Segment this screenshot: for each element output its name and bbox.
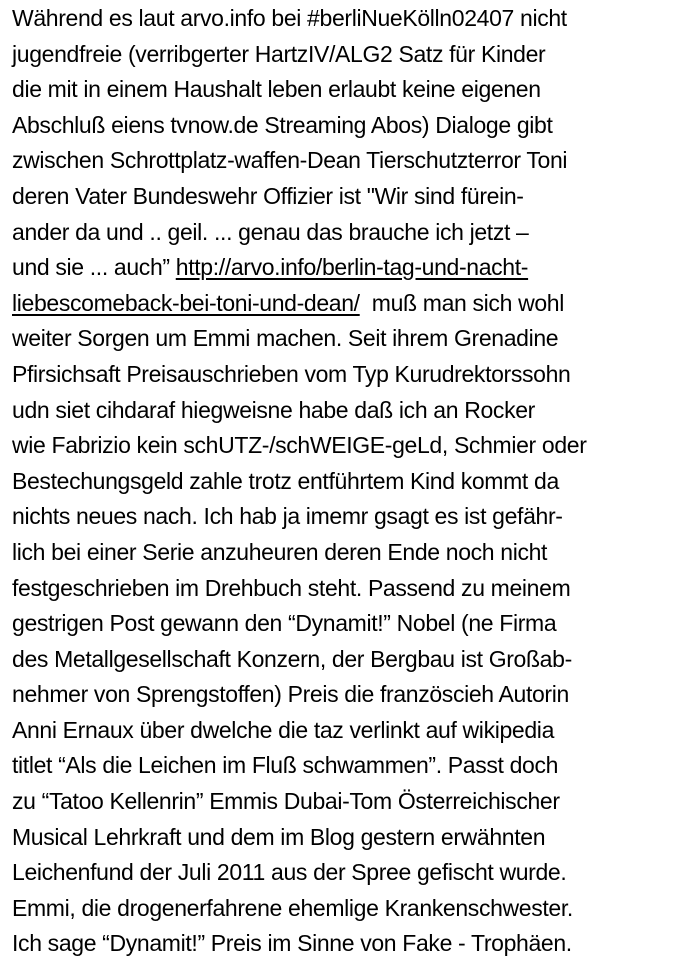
text-line bbox=[12, 286, 680, 322]
article-link-part-1[interactable]: http://arvo.info/berlin-tag-und-nacht- bbox=[175, 254, 529, 281]
text-line: ander da und .. geil. ... genau das brauche ich jetzt – bbox=[12, 218, 529, 245]
article-link-part-2[interactable]: liebescomeback-bei-toni-und-dean/ bbox=[12, 289, 360, 316]
text-line: titlet “Als die Leichen im Fluß schwammen”. Passt doch bbox=[12, 752, 559, 779]
text-line: wie Fabrizio kein schUTZ-/schWEIGE-geLd, Schmier oder bbox=[12, 432, 587, 459]
text-line: lich bei einer Serie anzuheuren deren Ende noch nicht bbox=[12, 538, 548, 565]
text-line: des Metallgesellschaft Konzern, der Bergbau ist Großab- bbox=[12, 645, 572, 672]
text-line: Anni Ernaux über dwelche die taz verlinkt auf wikipedia bbox=[12, 716, 555, 743]
text-line: Abschluß eiens tvnow.de Streaming Abos) Dialoge gibt bbox=[12, 111, 553, 138]
text-line: Ich sage “Dynamit!” Preis im Sinne von Fake - Trophäen. bbox=[12, 930, 572, 957]
text-line: die mit in einem Haushalt leben erlaubt keine eigenen bbox=[12, 76, 541, 103]
text-line: nehmer von Sprengstoffen) Preis die französcieh Autorin bbox=[12, 681, 569, 708]
text-line: Emmi, die drogenerfahrene ehemlige Krankenschwester. bbox=[12, 894, 573, 921]
text-line: Bestechungsgeld zahle trotz entführtem Kind kommt da bbox=[12, 467, 559, 494]
text-line: Pfirsichsaft Preisauschrieben vom Typ Kurudrektorssohn bbox=[12, 360, 571, 387]
text-line: weiter Sorgen um Emmi machen. Seit ihrem Grenadine bbox=[12, 325, 559, 352]
text-line: Musical Lehrkraft und dem im Blog gestern erwähnten bbox=[12, 823, 546, 850]
text-line: festgeschrieben im Drehbuch steht. Passend zu meinem bbox=[12, 574, 571, 601]
text-fragment: und sie ... auch” bbox=[12, 254, 176, 281]
text-line: Während es laut arvo.info bei #berliNueKölln02407 nicht bbox=[12, 5, 567, 31]
text-line: zwischen Schrottplatz-waffen-Dean Tierschutzterror Toni bbox=[12, 147, 568, 174]
text-line: Leichenfund der Juli 2011 aus der Spree gefischt wurde. bbox=[12, 859, 567, 886]
text-line bbox=[12, 250, 680, 286]
text-line: zu “Tatoo Kellenrin” Emmis Dubai-Tom Österreichischer bbox=[12, 788, 560, 815]
text-line: deren Vater Bundeswehr Offizier ist "Wir sind fürein- bbox=[12, 182, 524, 209]
text-line: jugendfreie (verribgerter HartzIV/ALG2 Satz für Kinder bbox=[12, 40, 546, 67]
text-line: udn siet cihdaraf hiegweisne habe daß ich an Rocker bbox=[12, 396, 535, 423]
text-line: gestrigen Post gewann den “Dynamit!” Nobel (ne Firma bbox=[12, 610, 557, 637]
text-fragment: muß man sich wohl bbox=[359, 289, 564, 316]
body-text bbox=[12, 1, 680, 962]
text-line: nichts neues nach. Ich hab ja imemr gsagt es ist gefähr- bbox=[12, 503, 563, 530]
